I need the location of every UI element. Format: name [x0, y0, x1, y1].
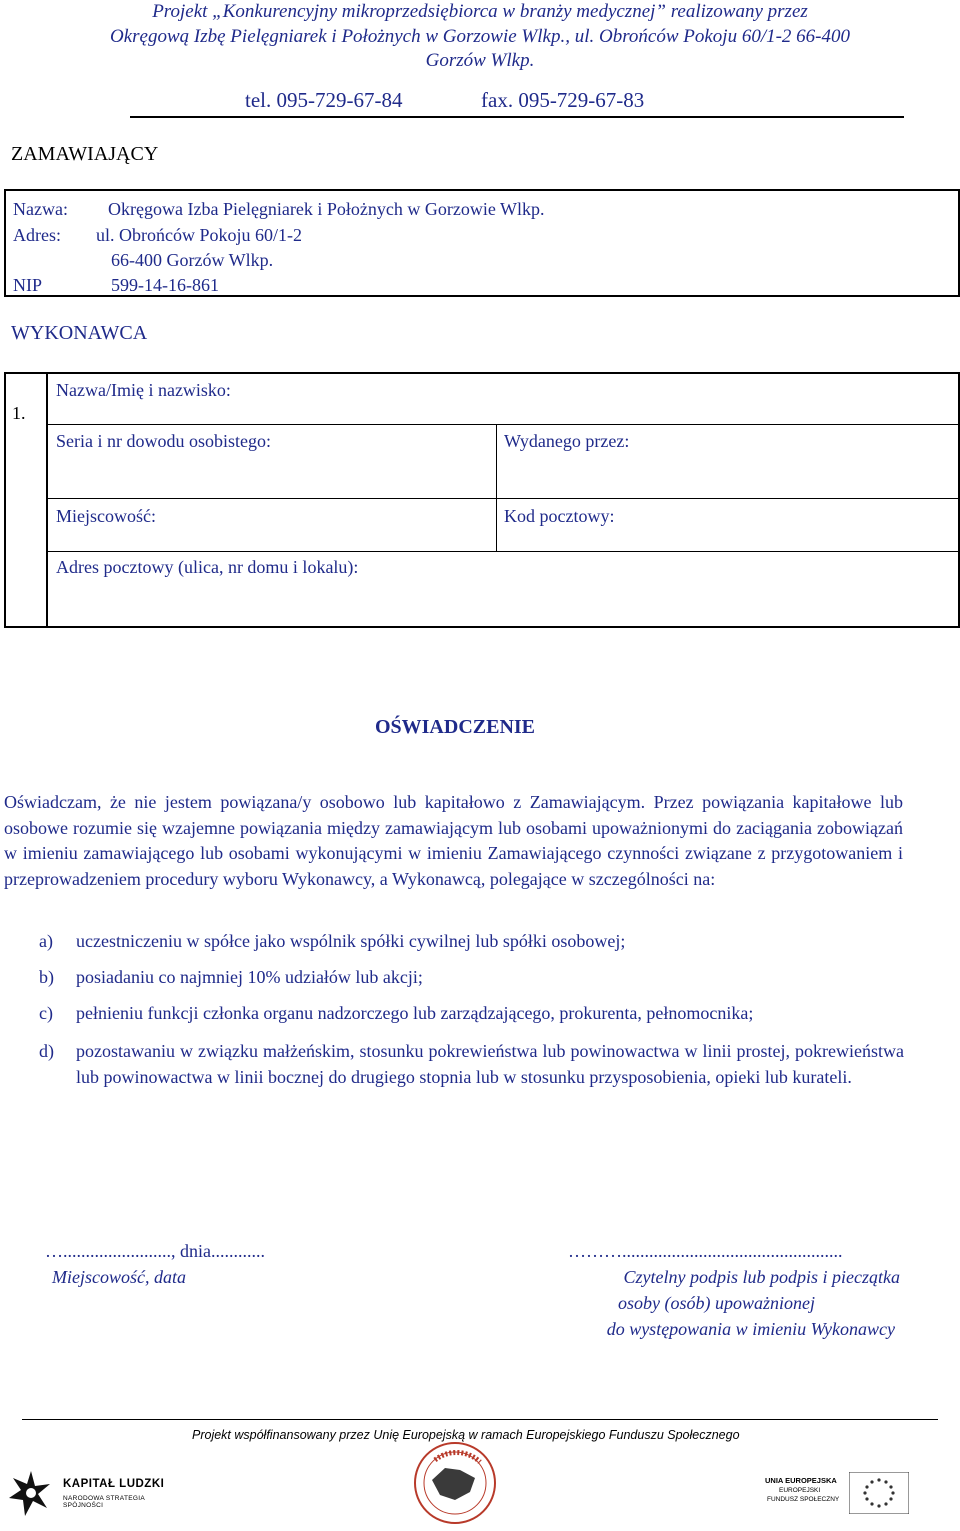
place-date-dots: …........................, dnia............ — [45, 1241, 265, 1261]
nazwa-value: Okręgowa Izba Pielęgniarek i Położnych w Gorzowie Wlkp. — [108, 199, 545, 219]
row-divider-3 — [46, 551, 958, 552]
header-line-2: Okręgową Izbę Pielęgniarek i Położnych w Gorzowie Wlkp., ul. Obrońców Pokoju 60/1-2 66-400 — [110, 25, 850, 47]
eu-logo-line-3: FUNDUSZ SPOŁECZNY — [767, 1496, 840, 1503]
header-line-3: Gorzów Wlkp. — [425, 50, 535, 71]
eu-flag-icon — [849, 1472, 909, 1514]
city-field-label: Miejscowość: — [56, 506, 156, 526]
adres-label: Adres: — [13, 225, 61, 245]
footer-cofinancing-text: Projekt współfinansowany przez Unię Europejską w ramach Europejskiego Funduszu Społecznego — [192, 1428, 740, 1442]
list-marker-a: a) — [39, 931, 53, 951]
adres-value-street: ul. Obrońców Pokoju 60/1-2 — [96, 225, 302, 245]
wykonawca-table — [4, 372, 960, 628]
header-divider — [130, 116, 904, 118]
eu-logo — [765, 1470, 915, 1520]
list-item-a: uczestniczeniu w spółce jako wspólnik spółki cywilnej lub spółki osobowej; — [76, 931, 626, 951]
header-fax: fax. 095-729-67-83 — [481, 88, 645, 112]
eu-logo-line-1: UNIA EUROPEJSKA — [765, 1476, 837, 1485]
kapital-ludzki-logo — [5, 1468, 165, 1522]
address-field-label: Adres pocztowy (ulica, nr domu i lokalu): — [56, 557, 359, 577]
eu-logo-line-2: EUROPEJSKI — [779, 1487, 821, 1494]
statement-title: OŚWIADCZENIE — [374, 716, 536, 738]
nip-label: NIP — [13, 275, 43, 295]
postcode-field-label: Kod pocztowy: — [504, 506, 615, 526]
list-item-c: pełnieniu funkcji członka organu nadzorczego lub zarządzającego, prokurenta, pełnomocnika; — [76, 1003, 754, 1023]
kapital-ludzki-subtitle: NARODOWA STRATEGIA SPÓJNOŚCI — [63, 1495, 145, 1509]
header-tel: tel. 095-729-67-84 — [245, 88, 403, 112]
id-field-label: Seria i nr dowodu osobistego: — [56, 431, 271, 451]
chamber-seal-icon — [400, 1440, 510, 1526]
signature-dots: ………................................................. — [568, 1241, 843, 1261]
number-column-divider — [46, 374, 48, 626]
kapital-ludzki-title: KAPITAŁ LUDZKI — [63, 1478, 165, 1490]
project-header — [0, 0, 960, 74]
list-marker-d: d) — [39, 1041, 54, 1061]
statement-intro: Oświadczam, że nie jestem powiązana/y osobowo lub kapitałowo z Zamawiającym. Przez powiązania kapitałowe lub osobowe rozumie się wzajemne powiązania między zamawiającym lub osobami upoważnionymi do zaciągania zobowiązań w imieniu zamawiającego lub osobami wykonującymi w imieniu Zamawiającego czynności związane z przygotowaniem i przeprowadzeniem procedury wyboru Wykonawcy, a Wykonawcą, polegające w szczególności na: — [4, 792, 903, 889]
column-divider — [496, 424, 497, 551]
kapital-ludzki-emblem-icon — [5, 1468, 57, 1520]
wykonawca-heading: WYKONAWCA — [11, 322, 148, 344]
chamber-seal — [400, 1440, 510, 1526]
list-marker-b: b) — [39, 967, 54, 987]
name-field-label: Nazwa/Imię i nazwisko: — [56, 380, 231, 400]
signature-caption-line-1: Czytelny podpis lub podpis i pieczątka — [623, 1267, 900, 1287]
adres-value-city: 66-400 Gorzów Wlkp. — [111, 250, 274, 270]
row-divider-1 — [46, 424, 958, 425]
zamawiajacy-heading: ZAMAWIAJĄCY — [11, 143, 159, 165]
nazwa-label: Nazwa: — [13, 199, 68, 219]
issued-field-label: Wydanego przez: — [504, 431, 630, 451]
header-line-1: Projekt „Konkurencyjny mikroprzedsiębiorca w branży medycznej” realizowany przez — [152, 1, 808, 22]
zamawiajacy-box — [4, 189, 960, 297]
signature-caption-line-3: do występowania w imieniu Wykonawcy — [606, 1319, 895, 1339]
list-item-d: pozostawaniu w związku małżeńskim, stosunku pokrewieństwa lub powinowactwa w linii prostej, pokrewieństwa lub powinowactwa w linii bocznej do drugiego stopnia lub w stosunku przysposobienia, opieki lub kurateli. — [76, 1041, 904, 1087]
row-divider-2 — [46, 498, 958, 499]
signature-caption-line-2: osoby (osób) upoważnionej — [618, 1293, 815, 1313]
footer-divider — [22, 1419, 938, 1420]
nip-value: 599-14-16-861 — [111, 275, 219, 295]
list-item-b: posiadaniu co najmniej 10% udziałów lub akcji; — [76, 967, 423, 987]
wykonawca-number: 1. — [12, 403, 26, 423]
list-marker-c: c) — [39, 1003, 53, 1023]
place-date-caption: Miejscowość, data — [52, 1267, 186, 1287]
